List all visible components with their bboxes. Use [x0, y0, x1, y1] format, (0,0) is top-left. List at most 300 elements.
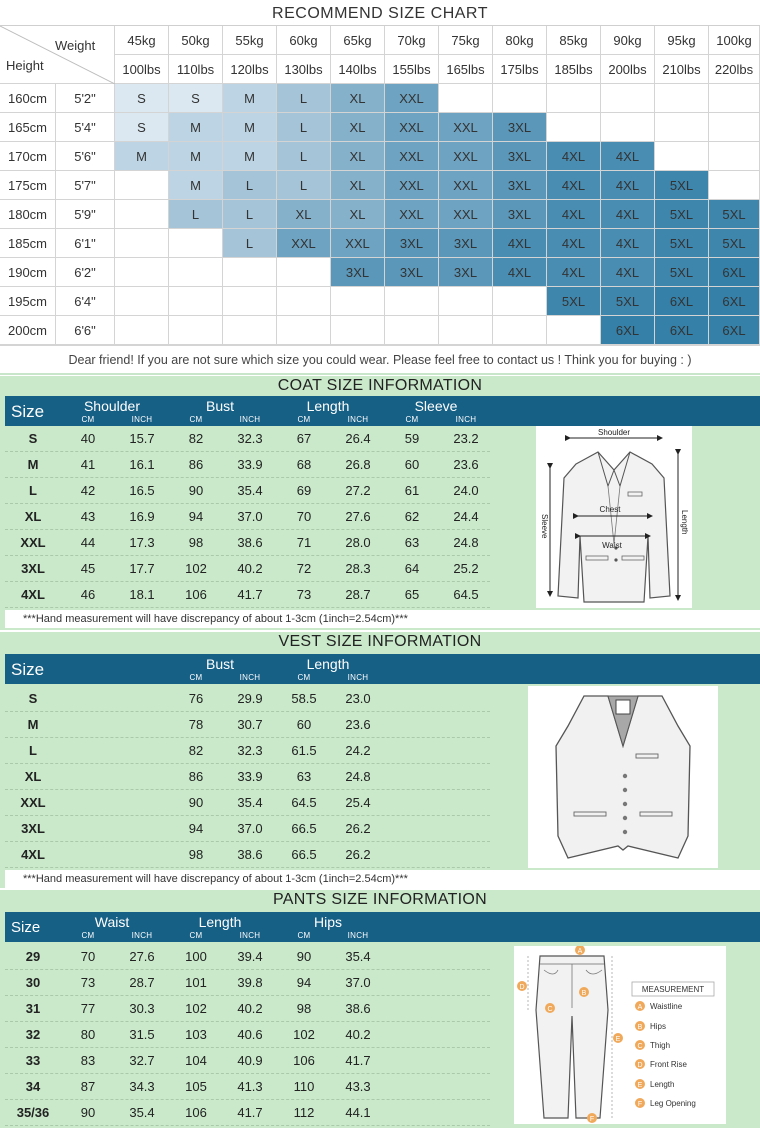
- value-inch: 28.3: [345, 561, 371, 576]
- weight-kg-header: 60kg: [277, 26, 331, 55]
- coat-header-shoulder: Shoulder: [83, 398, 141, 414]
- weight-kg-header: 85kg: [547, 26, 601, 55]
- value-cm: 66.5: [291, 847, 317, 862]
- legend-length: Length: [650, 1080, 675, 1089]
- coat-size-header: Size: [11, 402, 45, 421]
- empty-cell: [169, 258, 223, 287]
- value-cm: 70: [296, 509, 312, 524]
- pants-unit-cm: CM: [81, 931, 95, 940]
- value-cm: 46: [80, 587, 96, 602]
- value-cm: 65: [404, 587, 420, 602]
- size-cell: XXL: [439, 142, 493, 171]
- value-inch: 17.7: [129, 561, 155, 576]
- empty-cell: [223, 258, 277, 287]
- size-cell: L: [277, 171, 331, 200]
- height-cm-label: 180cm: [0, 200, 56, 229]
- value-cm: 40: [80, 431, 96, 446]
- value-cm: 60: [404, 457, 420, 472]
- size-cell: 4XL: [493, 229, 547, 258]
- legend-leg-opening: Leg Opening: [650, 1099, 696, 1108]
- value-cm: 62: [404, 509, 420, 524]
- size-cell: XL: [331, 142, 385, 171]
- legend-waistline: Waistline: [650, 1002, 683, 1011]
- value-cm: 110: [293, 1079, 315, 1094]
- empty-cell: [115, 258, 169, 287]
- size-label: 4XL: [21, 847, 45, 862]
- empty-cell: [709, 84, 760, 113]
- empty-cell: [493, 316, 547, 345]
- value-inch: 39.8: [237, 975, 263, 990]
- size-label: M: [27, 717, 39, 732]
- pants-unit-inch: INCH: [131, 931, 153, 940]
- size-label: XXL: [20, 535, 46, 550]
- value-inch: 38.6: [237, 535, 263, 550]
- value-inch: 30.3: [129, 1001, 155, 1016]
- value-inch: 23.6: [345, 717, 371, 732]
- pants-marker-a: A: [577, 948, 583, 955]
- size-cell: 5XL: [655, 171, 709, 200]
- value-cm: 98: [188, 535, 204, 550]
- weight-lbs-header: 185lbs: [547, 55, 601, 84]
- corner-diagonal: [0, 26, 115, 84]
- value-inch: 28.7: [129, 975, 155, 990]
- table-row: [5, 842, 490, 868]
- weight-kg-header: 50kg: [169, 26, 223, 55]
- pants-unit-cm: CM: [189, 931, 203, 940]
- value-inch: 24.0: [453, 483, 479, 498]
- empty-cell: [493, 287, 547, 316]
- size-cell: 4XL: [493, 258, 547, 287]
- height-cm-label: 195cm: [0, 287, 56, 316]
- height-ft-label: 5'2": [56, 84, 115, 113]
- coat-unit-cm: CM: [297, 415, 311, 424]
- value-inch: 16.9: [129, 509, 155, 524]
- legend-key-b: B: [637, 1024, 643, 1031]
- empty-cell: [115, 287, 169, 316]
- empty-cell: [385, 287, 439, 316]
- value-inch: 23.6: [453, 457, 479, 472]
- weight-lbs-header: 200lbs: [601, 55, 655, 84]
- table-row: [5, 478, 490, 504]
- size-cell: 5XL: [709, 200, 760, 229]
- legend-key-e: E: [637, 1082, 643, 1089]
- table-row: [5, 944, 490, 970]
- height-cm-label: 185cm: [0, 229, 56, 258]
- coat-diagram-shoulder: Shoulder: [597, 428, 631, 437]
- value-cm: 90: [296, 949, 312, 964]
- vest-unit-inch: INCH: [239, 673, 261, 682]
- size-cell: XL: [331, 171, 385, 200]
- size-cell: S: [169, 84, 223, 113]
- size-cell: 6XL: [709, 316, 760, 345]
- size-cell: 6XL: [655, 316, 709, 345]
- value-inch: 41.7: [237, 1105, 263, 1120]
- value-cm: 59: [404, 431, 420, 446]
- value-inch: 35.4: [129, 1105, 155, 1120]
- height-ft-label: 5'6": [56, 142, 115, 171]
- size-cell: M: [223, 84, 277, 113]
- pants-marker-d: D: [519, 984, 525, 991]
- size-cell: L: [223, 229, 277, 258]
- value-cm: 90: [188, 483, 204, 498]
- value-cm: 94: [188, 821, 204, 836]
- value-inch: 32.3: [237, 743, 263, 758]
- pants-marker-b: B: [581, 990, 587, 997]
- size-cell: XXL: [385, 84, 439, 113]
- value-cm: 68: [296, 457, 312, 472]
- weight-label: Weight: [55, 38, 96, 53]
- legend-front-rise: Front Rise: [650, 1060, 687, 1069]
- weight-kg-header: 95kg: [655, 26, 709, 55]
- size-cell: 4XL: [547, 229, 601, 258]
- size-label: 3XL: [21, 821, 45, 836]
- size-cell: L: [169, 200, 223, 229]
- table-row: [5, 452, 490, 478]
- value-cm: 94: [188, 509, 204, 524]
- size-label: 4XL: [21, 587, 45, 602]
- value-inch: 37.0: [237, 509, 263, 524]
- value-cm: 105: [185, 1079, 207, 1094]
- value-inch: 40.9: [237, 1053, 263, 1068]
- empty-cell: [709, 142, 760, 171]
- value-cm: 72: [296, 561, 312, 576]
- table-row: [5, 426, 490, 452]
- pants-title: PANTS SIZE INFORMATION: [272, 891, 487, 908]
- empty-cell: [439, 316, 493, 345]
- size-label: XL: [24, 769, 42, 784]
- recommend-grid: [0, 26, 760, 345]
- weight-kg-header: 80kg: [493, 26, 547, 55]
- size-cell: 4XL: [547, 171, 601, 200]
- empty-cell: [601, 84, 655, 113]
- height-ft-label: 6'2": [56, 258, 115, 287]
- value-inch: 38.6: [345, 1001, 371, 1016]
- pants-diagram: [514, 946, 726, 1124]
- empty-cell: [601, 113, 655, 142]
- pants-unit-inch: INCH: [347, 931, 369, 940]
- empty-cell: [223, 316, 277, 345]
- size-cell: 3XL: [493, 171, 547, 200]
- empty-cell: [331, 287, 385, 316]
- empty-cell: [655, 142, 709, 171]
- value-inch: 40.2: [237, 561, 263, 576]
- note-divider: [0, 373, 760, 375]
- value-cm: 63: [296, 769, 312, 784]
- size-cell: XXL: [331, 229, 385, 258]
- size-cell: XXL: [277, 229, 331, 258]
- value-inch: 37.0: [237, 821, 263, 836]
- value-cm: 101: [185, 975, 207, 990]
- empty-cell: [331, 316, 385, 345]
- value-cm: 45: [80, 561, 96, 576]
- coat-unit-cm: CM: [405, 415, 419, 424]
- coat-header-bust: Bust: [205, 398, 234, 414]
- size-cell: M: [115, 142, 169, 171]
- value-inch: 25.4: [345, 795, 371, 810]
- legend-thigh: Thigh: [650, 1041, 671, 1050]
- empty-cell: [169, 229, 223, 258]
- pants-table: [5, 944, 490, 1126]
- size-label: S: [28, 431, 38, 446]
- value-cm: 58.5: [291, 691, 317, 706]
- size-cell: XXL: [439, 113, 493, 142]
- vest-table: [5, 686, 490, 868]
- weight-lbs-header: 155lbs: [385, 55, 439, 84]
- pants-header-waist: Waist: [94, 914, 130, 930]
- weight-kg-header: 55kg: [223, 26, 277, 55]
- value-inch: 16.1: [129, 457, 155, 472]
- size-cell: L: [223, 171, 277, 200]
- value-cm: 112: [293, 1105, 315, 1120]
- size-cell: M: [169, 171, 223, 200]
- empty-cell: [547, 113, 601, 142]
- height-ft-label: 6'1": [56, 229, 115, 258]
- size-cell: 3XL: [493, 142, 547, 171]
- value-inch: 40.6: [237, 1027, 263, 1042]
- value-cm: 61.5: [291, 743, 317, 758]
- table-row: [5, 790, 490, 816]
- size-cell: XL: [331, 113, 385, 142]
- size-cell: M: [223, 113, 277, 142]
- size-cell: 3XL: [385, 258, 439, 287]
- legend-key-d: D: [637, 1062, 643, 1069]
- empty-cell: [655, 84, 709, 113]
- size-cell: XXL: [385, 171, 439, 200]
- size-cell: XL: [331, 200, 385, 229]
- vest-unit-inch: INCH: [347, 673, 369, 682]
- coat-unit-cm: CM: [189, 415, 203, 424]
- value-inch: 41.7: [345, 1053, 371, 1068]
- coat-diagram-length: Length: [680, 510, 689, 535]
- size-cell: 5XL: [601, 287, 655, 316]
- coat-header: [5, 396, 760, 426]
- size-label: XL: [24, 509, 42, 524]
- pants-header-length: Length: [198, 914, 242, 930]
- size-cell: XXL: [385, 113, 439, 142]
- pants-marker-e: E: [615, 1036, 621, 1043]
- size-cell: XXL: [385, 200, 439, 229]
- coat-unit-cm: CM: [81, 415, 95, 424]
- size-cell: 5XL: [655, 258, 709, 287]
- table-row: [5, 1048, 490, 1074]
- size-label: L: [29, 743, 37, 758]
- size-cell: M: [223, 142, 277, 171]
- value-inch: 27.2: [345, 483, 371, 498]
- value-inch: 18.1: [129, 587, 155, 602]
- size-label: 32: [25, 1027, 41, 1042]
- value-inch: 32.3: [237, 431, 263, 446]
- size-cell: XXL: [439, 171, 493, 200]
- empty-cell: [439, 287, 493, 316]
- value-inch: 40.2: [237, 1001, 263, 1016]
- value-cm: 87: [80, 1079, 96, 1094]
- value-inch: 26.2: [345, 847, 371, 862]
- table-row: [5, 530, 490, 556]
- value-cm: 106: [185, 587, 207, 602]
- size-cell: 4XL: [547, 258, 601, 287]
- size-label: 34: [25, 1079, 41, 1094]
- empty-cell: [169, 316, 223, 345]
- height-cm-label: 160cm: [0, 84, 56, 113]
- size-cell: XL: [331, 84, 385, 113]
- coat-title: COAT SIZE INFORMATION: [277, 377, 483, 394]
- weight-lbs-header: 175lbs: [493, 55, 547, 84]
- vest-section: [0, 632, 760, 888]
- value-cm: 64: [404, 561, 420, 576]
- value-cm: 43: [80, 509, 96, 524]
- value-cm: 82: [188, 743, 204, 758]
- size-cell: 4XL: [601, 142, 655, 171]
- coat-diagram: [536, 426, 692, 608]
- coat-unit-inch: INCH: [239, 415, 261, 424]
- weight-kg-header: 90kg: [601, 26, 655, 55]
- table-row: [5, 1022, 490, 1048]
- value-inch: 37.0: [345, 975, 371, 990]
- suit-jacket-icon: [536, 426, 692, 608]
- size-cell: 6XL: [709, 287, 760, 316]
- pants-header-hips: Hips: [313, 914, 342, 930]
- size-cell: 6XL: [655, 287, 709, 316]
- value-cm: 90: [80, 1105, 96, 1120]
- value-inch: 35.4: [237, 795, 263, 810]
- coat-section: [0, 376, 760, 630]
- value-inch: 29.9: [237, 691, 263, 706]
- size-label: 30: [25, 975, 41, 990]
- table-row: [5, 1074, 490, 1100]
- table-row: [5, 970, 490, 996]
- table-row: [5, 738, 490, 764]
- value-inch: 43.3: [345, 1079, 371, 1094]
- value-inch: 23.2: [453, 431, 479, 446]
- table-row: [5, 582, 490, 608]
- empty-cell: [277, 287, 331, 316]
- pants-header: [5, 912, 760, 942]
- size-cell: 4XL: [601, 171, 655, 200]
- size-cell: 4XL: [601, 258, 655, 287]
- value-cm: 70: [80, 949, 96, 964]
- empty-cell: [223, 287, 277, 316]
- value-cm: 60: [296, 717, 312, 732]
- coat-unit-inch: INCH: [347, 415, 369, 424]
- size-cell: 4XL: [547, 142, 601, 171]
- pants-marker-c: C: [547, 1006, 553, 1013]
- height-ft-label: 6'6": [56, 316, 115, 345]
- value-inch: 64.5: [453, 587, 479, 602]
- value-inch: 28.0: [345, 535, 371, 550]
- size-cell: 6XL: [709, 258, 760, 287]
- size-label: S: [28, 691, 38, 706]
- size-label: 31: [25, 1001, 41, 1016]
- value-cm: 104: [185, 1053, 207, 1068]
- empty-cell: [493, 84, 547, 113]
- size-cell: L: [223, 200, 277, 229]
- size-cell: 3XL: [385, 229, 439, 258]
- value-cm: 102: [185, 1001, 207, 1016]
- trousers-icon: [514, 946, 726, 1124]
- empty-cell: [115, 200, 169, 229]
- value-cm: 94: [296, 975, 312, 990]
- value-cm: 100: [185, 949, 207, 964]
- value-inch: 17.3: [129, 535, 155, 550]
- value-cm: 67: [296, 431, 312, 446]
- weight-kg-header: 70kg: [385, 26, 439, 55]
- value-cm: 106: [293, 1053, 315, 1068]
- recommend-size-chart: [0, 0, 760, 376]
- vest-note: ***Hand measurement will have discrepancy of about 1-3cm (1inch=2.54cm)***: [5, 870, 760, 888]
- weight-lbs-header: 100lbs: [115, 55, 169, 84]
- table-row: [5, 764, 490, 790]
- weight-lbs-header: 120lbs: [223, 55, 277, 84]
- weight-lbs-header: 165lbs: [439, 55, 493, 84]
- coat-diagram-sleeve: Sleeve: [540, 514, 549, 539]
- table-row: [5, 712, 490, 738]
- height-cm-label: 175cm: [0, 171, 56, 200]
- weight-kg-header: 65kg: [331, 26, 385, 55]
- value-cm: 103: [185, 1027, 207, 1042]
- value-cm: 77: [80, 1001, 96, 1016]
- vest-header: [5, 654, 760, 684]
- value-inch: 40.2: [345, 1027, 371, 1042]
- value-inch: 27.6: [129, 949, 155, 964]
- value-cm: 66.5: [291, 821, 317, 836]
- value-cm: 98: [296, 1001, 312, 1016]
- coat-header-sleeve: Sleeve: [414, 398, 458, 414]
- table-row: [5, 686, 490, 712]
- size-label: 33: [25, 1053, 41, 1068]
- value-cm: 64.5: [291, 795, 317, 810]
- pants-legend-title: MEASUREMENT: [641, 985, 705, 994]
- table-row: [5, 504, 490, 530]
- empty-cell: [439, 84, 493, 113]
- size-cell: S: [115, 113, 169, 142]
- value-inch: 30.7: [237, 717, 263, 732]
- size-cell: 5XL: [655, 200, 709, 229]
- table-row: [5, 556, 490, 582]
- recommend-title: RECOMMEND SIZE CHART: [0, 0, 760, 26]
- height-ft-label: 6'4": [56, 287, 115, 316]
- value-inch: 23.0: [345, 691, 371, 706]
- value-cm: 86: [188, 457, 204, 472]
- height-cm-label: 190cm: [0, 258, 56, 287]
- height-cm-label: 165cm: [0, 113, 56, 142]
- value-inch: 15.7: [129, 431, 155, 446]
- value-inch: 26.8: [345, 457, 371, 472]
- empty-cell: [277, 258, 331, 287]
- value-cm: 71: [296, 535, 312, 550]
- value-cm: 90: [188, 795, 204, 810]
- height-cm-label: 170cm: [0, 142, 56, 171]
- vest-diagram: [528, 686, 718, 868]
- size-label: L: [29, 483, 37, 498]
- value-inch: 33.9: [237, 769, 263, 784]
- legend-hips: Hips: [650, 1022, 667, 1031]
- weight-lbs-header: 110lbs: [169, 55, 223, 84]
- vest-icon: [528, 686, 718, 868]
- value-inch: 33.9: [237, 457, 263, 472]
- empty-cell: [115, 229, 169, 258]
- value-cm: 76: [188, 691, 204, 706]
- legend-key-f: F: [637, 1101, 643, 1108]
- size-cell: 4XL: [601, 229, 655, 258]
- value-cm: 83: [80, 1053, 96, 1068]
- weight-lbs-header: 140lbs: [331, 55, 385, 84]
- pants-marker-f: F: [589, 1116, 595, 1123]
- value-inch: 24.2: [345, 743, 371, 758]
- size-cell: XL: [277, 200, 331, 229]
- vest-unit-cm: CM: [297, 673, 311, 682]
- size-cell: XXL: [385, 142, 439, 171]
- empty-cell: [655, 113, 709, 142]
